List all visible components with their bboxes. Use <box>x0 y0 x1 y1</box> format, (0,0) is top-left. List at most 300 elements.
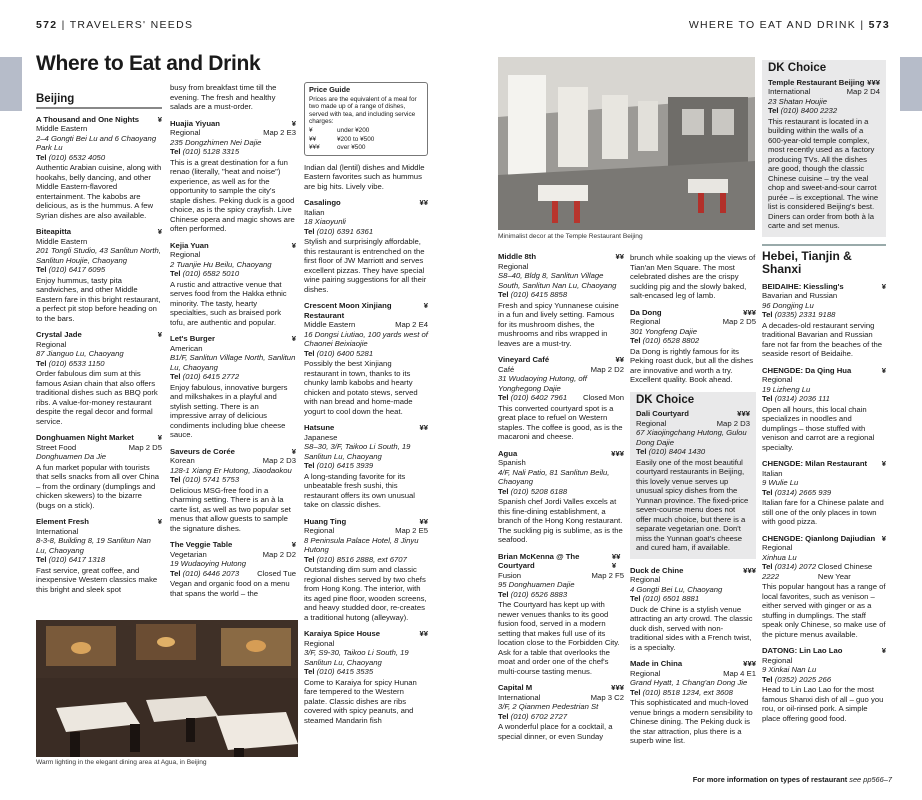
entry-price: ¥ <box>881 533 886 543</box>
entry-tel: (010) 6702 2727 <box>510 711 568 721</box>
entry-price: ¥ <box>157 433 162 442</box>
entry-cuisine: Japanese <box>304 432 338 442</box>
entry-name: CHENGDE: Qianlong Dajiudian <box>762 533 876 543</box>
temple-restaurant-photo <box>498 57 755 230</box>
entry-title-row <box>762 366 886 376</box>
dk-choice-heading: DK Choice <box>768 62 827 74</box>
entry-name: Element Fresh <box>36 517 89 526</box>
entry-price: ¥¥¥ <box>611 448 624 458</box>
entry-description: This restaurant is located in a building within the walls of a 600-year-old temple complex, most recently used as a factory producing TVs. All the dishes are good, though the classic Chinese cuisine – try the veal chop and sweet-and-sour carrot purée – is exceptional. The wine list is considered Beijing's best. Diners can order from both à la carte and set menus. <box>768 116 879 230</box>
entry-address: 9 Xinkai Nan Lu <box>762 665 817 674</box>
entry-cuisine-row <box>36 340 162 350</box>
restaurant-entry <box>762 534 886 640</box>
entry-price: ¥¥¥ <box>743 307 756 317</box>
entry-cuisine: Fusion <box>498 570 522 580</box>
price-guide-row <box>309 136 423 144</box>
entry-tel: (010) 8404 1430 <box>648 447 706 456</box>
entry-name: Dali Courtyard <box>636 409 689 418</box>
entry-description: Outstanding dim sum and classic regional dishes served by two chefs from Hong Kong. The interior, with its aged pine floor, wooden screens, and heavy studded door, re-creates a traditional hutong (alleyway). <box>304 565 427 622</box>
entry-title-row <box>762 646 886 656</box>
entry-title-row <box>762 282 886 292</box>
entry-description: Fast service, great coffee, and inexpensive Western classics make this bright and sleek spot <box>36 565 158 594</box>
header-separator: | <box>860 19 865 31</box>
entry-address: 67 Xiaojingchang Hutong, Gulou Dong Dajie <box>636 428 747 447</box>
restaurant-entry <box>170 241 296 328</box>
entry-map-ref: Map 2 D3 <box>262 456 296 465</box>
entry-title-row <box>170 119 296 129</box>
column-5 <box>630 252 756 753</box>
entry-tel-row: Tel (010) 6501 8881 <box>630 594 700 603</box>
entry-price: ¥ <box>291 118 296 128</box>
dk-choice-box-dali: DK Choice Dali Courtyard ¥¥¥ Regional Map 2 D3 67 Xiaojingchang Hutong, Gulou Dong Dajie Tel (010) 8404 1430 Easily one of the most beautiful courtyard restaurants in Beijing, this lovely venue serves up unusual spicy dishes from the Yunnan province. The fixed-price seven-course menu does not offer much choice, but there is a separate vegetarian one. Don't miss the Yunnan goat's cheese and cured ham, if available. <box>630 392 756 559</box>
entry-price: ¥ <box>157 517 162 526</box>
entry-cuisine-row <box>36 237 162 247</box>
entry-cuisine: Bavarian and Russian <box>762 291 838 300</box>
restaurant-entry <box>630 659 756 746</box>
entry-description: This converted courtyard spot is a great place to refuel on Western staples. The coffee is good, as is the macaroni and cheese. <box>498 403 623 441</box>
entry-address: 3/F, 2 Qianmen Pedestrian St <box>498 702 599 711</box>
entry-name: Vineyard Café <box>498 355 550 364</box>
right-page-tab <box>900 57 922 111</box>
entry-description: Stylish and surprisingly affordable, this restaurant is entrenched on the first floor of JW Marriott and serves excellent pizzas. They have special wine pairing suggestions for all their dishes. <box>304 237 427 294</box>
entry-address: Donghuamen Da Jie <box>36 452 107 461</box>
entry-description: Possibly the best Xinjiang restaurant in town, thanks to its chunky lamb kabobs and hearty chicken and potato stews, served with nan bread and home-made yogurt to cool down the heat. <box>304 359 418 416</box>
entry-cuisine-row <box>36 527 162 537</box>
entry-cuisine-row <box>630 575 756 585</box>
page-title: Where to Eat and Drink <box>36 52 261 75</box>
entry-tel: (0314) 2036 111 <box>774 394 830 403</box>
entry-address: 9 Wulie Lu <box>762 478 799 487</box>
entry-tel-row: Tel (010) 6526 8883 <box>498 589 568 599</box>
entry-title-row <box>304 517 428 527</box>
restaurant-entry <box>304 163 428 192</box>
entry-tel-row: Tel (010) 6415 3939 <box>304 461 374 471</box>
dining-room-illustration <box>36 620 298 757</box>
photo-caption-temple: Minimalist decor at the Temple Restaurant Beijing <box>498 233 643 240</box>
entry-name: The Veggie Table <box>170 540 233 549</box>
entry-name: CHENGDE: Milan Restaurant <box>762 459 868 468</box>
entry-price: ¥ <box>881 646 886 655</box>
entry-address: S8–40, Bldg 8, Sanlitun Village South, Sanlitun Nan Lu, Chaoyang <box>498 271 617 290</box>
entry-price: ¥¥¥ <box>611 683 624 692</box>
price-symbol: ¥ <box>309 126 313 134</box>
entry-name: Crystal Jade <box>36 330 82 339</box>
restaurant-entry <box>170 334 296 440</box>
entry-tel: (0314) 2072 2222 <box>762 562 817 581</box>
entry-title-row <box>762 459 886 469</box>
entry-price: ¥ <box>881 281 886 291</box>
entry-tel: (010) 6415 2772 <box>182 372 240 381</box>
restaurant-entry <box>304 517 428 623</box>
entry-description: A fun market popular with tourists that sells snacks from all over China – from the ordinary (dumplings and chicken skewers) to the bizarre (bugs on a stick). <box>36 462 160 510</box>
entry-description: A long-standing favorite for its unbeatable fresh sushi, this restaurant offers its own unusual take on classic dishes. <box>304 471 415 510</box>
entry-cuisine-row <box>762 543 886 553</box>
entry-description: Enjoy fabulous, innovative burgers and milkshakes in a playful and stylish setting. There is an impressive array of delicious condiments including blue cheese sauce. <box>170 382 288 439</box>
entry-description: Fresh and spicy Yunnanese cuisine in a fun and lively setting. Famous for its mushroom dishes, the mushrooms and ribs wrapped in leaves are a must-try. <box>498 300 619 348</box>
entry-cuisine: Regional <box>630 668 661 678</box>
entry-price: ¥¥¥ <box>611 551 621 570</box>
entry-cuisine: Italian <box>304 207 325 217</box>
restaurant-entry <box>36 115 162 221</box>
entry-cuisine: Regional <box>304 526 335 536</box>
entry-cuisine-row <box>498 571 624 581</box>
entry-address: 95 Donghuamen Dajie <box>498 580 575 589</box>
entry-title-row <box>304 198 428 208</box>
price-range: ¥200 to ¥500 <box>337 135 375 143</box>
entry-address: 8 Peninsula Palace Hotel, 8 Jinyu Hutong <box>304 535 419 555</box>
entry-description: Authentic Arabian cuisine, along with hookahs, belly dancing, and other Middle Eastern-flavored entertainment. The kabobs are delicious, as is the hummus. A few Syrian dishes are also available. <box>36 163 162 220</box>
entry-cuisine-row <box>762 291 886 301</box>
entry-title-row <box>170 241 296 251</box>
entry-title-row <box>498 355 624 365</box>
entry-address: 3/F, S9-30, Taikoo Li South, 19 Sanlitun Lu, Chaoyang <box>304 648 409 667</box>
entry-name: Brian McKenna @ The Courtyard <box>498 551 580 570</box>
entry-tel: (010) 5208 6188 <box>510 486 568 496</box>
entry-cuisine: International <box>498 692 541 702</box>
entry-title-row <box>170 447 296 457</box>
entry-cuisine-row <box>304 526 428 536</box>
entry-address: S8–30, 3/F, Taikoo Li South, 19 Sanlitun Lu, Chaoyang <box>304 442 411 461</box>
entry-tel-row: Tel (010) 6391 6361 <box>304 226 374 236</box>
entry-price: ¥ <box>157 330 162 339</box>
entry-cuisine-row <box>170 456 296 466</box>
entry-name: Casalingo <box>304 198 341 208</box>
entry-tel: (010) 5128 3315 <box>182 147 240 156</box>
entry-tel-row: Tel (0335) 2331 9188 <box>762 310 836 319</box>
entry-tel-row: Tel (010) 6417 6095 <box>36 265 106 274</box>
column-4 <box>498 252 624 748</box>
entry-name: CHENGDE: Da Qing Hua <box>762 365 852 375</box>
entry-address: 96 Dongjing Lu <box>762 300 814 310</box>
entry-cuisine-row <box>36 124 162 134</box>
entry-tel-row: Tel (010) 6532 4050 <box>36 152 106 162</box>
entry-address: 18 Xiaoyunli <box>304 217 346 227</box>
entry-cuisine: Regional <box>170 250 201 259</box>
entry-name: Huajia Yiyuan <box>170 118 220 128</box>
price-guide-title: Price Guide <box>309 85 351 94</box>
entry-description: Enjoy hummus, tasty pita sandwiches, and other Middle Eastern fare in this bright restaurant, a perfect pit stop before heading on to the bars. <box>36 275 161 323</box>
entry-tel: (010) 6528 8802 <box>642 336 700 345</box>
entry-name: Kejia Yuan <box>170 240 209 250</box>
restaurant-entry <box>304 629 428 725</box>
entry-name: Biteapitta <box>36 227 72 236</box>
entry-address: 19 Lizheng Lu <box>762 384 811 394</box>
entry-cuisine: Regional <box>636 418 667 428</box>
entry-tel: (010) 6582 5010 <box>182 269 240 278</box>
entry-tel-row: Tel (010) 6528 8802 <box>630 336 700 345</box>
price-symbol: ¥¥ <box>309 135 317 143</box>
entry-cuisine: American <box>170 343 203 353</box>
entry-cuisine: Regional <box>498 261 529 271</box>
entry-cuisine-row <box>170 250 296 260</box>
entry-title-row <box>498 252 624 262</box>
entry-tel-row: Tel (0352) 2025 266 <box>762 674 832 684</box>
entry-description: A rustic and attractive venue that serves food from the Hakka ethnic minority. The tasty, hearty specialties, such as braised pork tofu, are authentic and popular. <box>170 279 287 327</box>
restaurant-entry <box>304 198 428 294</box>
entry-tel: (010) 6446 2073 <box>182 568 240 578</box>
entry-description: A decades-old restaurant serving traditional Bavarian and Russian fare not far from the beaches of the seaside resort of Beidaihe. <box>762 320 883 358</box>
entry-closed: Closed Tue <box>257 568 296 578</box>
entry-tel-row: Tel (010) 6417 1318 <box>36 555 106 564</box>
entry-cuisine: Café <box>498 364 515 374</box>
entry-name: Temple Restaurant Beijing <box>768 77 865 87</box>
restaurant-entry <box>498 252 624 348</box>
entry-title-row <box>170 540 296 550</box>
entry-cuisine: Regional <box>304 638 335 648</box>
footer-note <box>693 775 892 784</box>
column-2 <box>170 82 296 605</box>
entry-cuisine: Regional <box>762 655 793 665</box>
entry-description: brunch while soaking up the views of Tian'an Men Square. The most celebrated dishes are the crispy suckling pig and the slowly baked, salt-encased leg of lamb. <box>630 253 756 300</box>
entry-tel-row: Tel (010) 5128 3315 <box>170 147 240 156</box>
entry-title-row <box>498 449 624 459</box>
entry-cuisine-row <box>170 128 296 138</box>
restaurant-entry <box>170 83 296 112</box>
entry-price: ¥¥ <box>419 629 428 639</box>
entry-title-row <box>36 227 162 237</box>
entry-name: DATONG: Lin Lao Lao <box>762 646 843 655</box>
entry-cuisine: Regional <box>630 575 661 584</box>
entry-cuisine: International <box>768 87 811 96</box>
entry-cuisine: Regional <box>762 543 793 552</box>
entry-address: 2–4 Gongti Bei Lu and 6 Chaoyang Park Lu <box>36 133 157 152</box>
entry-cuisine: Regional <box>762 375 793 384</box>
entry-cuisine-row <box>762 375 886 385</box>
entry-price: ¥¥ <box>419 516 428 526</box>
entry-tel-row: Tel (010) 6446 2073 Closed Tue <box>170 568 296 578</box>
entry-price: ¥ <box>881 459 886 468</box>
section-heading-beijing: Beijing <box>36 95 162 109</box>
entry-description: Indian dal (lentil) dishes and Middle Eastern favorites such as hummus are big hits. Lively vibe. <box>304 162 425 191</box>
entry-cuisine-row <box>498 365 624 375</box>
entry-price: ¥¥ <box>615 355 624 364</box>
entry-price: ¥ <box>291 334 296 343</box>
entry-description: A wonderful place for a cocktail, a special dinner, or even Sunday <box>498 722 613 741</box>
entry-tel: (010) 6526 8883 <box>510 589 568 599</box>
entry-title-row <box>36 433 162 443</box>
entry-map-ref: Map 2 D3 <box>716 418 750 428</box>
right-header-title: WHERE TO EAT AND DRINK <box>688 19 857 31</box>
restaurant-entry <box>762 646 886 723</box>
entry-tel: (010) 8400 2232 <box>780 106 838 115</box>
entry-price: ¥¥¥ <box>743 659 756 668</box>
entry-name: Let's Burger <box>170 334 215 343</box>
entry-cuisine-row <box>498 458 624 468</box>
entry-tel-row: Tel (010) 8516 2888, ext 6707 <box>304 554 407 564</box>
footer-page-reference: see pp566–7 <box>849 775 892 784</box>
entry-map-ref: Map 2 E5 <box>395 526 428 536</box>
photo-caption-agua: Warm lighting in the elegant dining area at Agua, in Beijing <box>36 759 207 766</box>
entry-cuisine: Middle Eastern <box>304 320 356 330</box>
price-guide-box <box>304 82 428 156</box>
entry-tel-row: Tel (0314) 2072 2222 Closed Chinese New Year <box>762 562 886 581</box>
entry-cuisine-row <box>498 693 624 703</box>
restaurant-entry <box>170 540 296 598</box>
entry-cuisine-row <box>170 344 296 354</box>
entry-description: Head to Lin Lao Lao for the most famous Shanxi dish of all – guo you rou, or oil-rinsed pork. A simple place offering good food. <box>762 685 884 723</box>
entry-address: 235 Dongzhimen Nei Dajie <box>170 137 262 147</box>
entry-address: 201 Tongli Studio, 43 Sanlitun North, Sanlitun Houjie, Chaoyang <box>36 246 161 265</box>
entry-tel-row: Tel (010) 6582 5010 <box>170 269 240 278</box>
entry-cuisine: International <box>36 526 79 536</box>
entry-tel: (010) 5741 5753 <box>182 475 240 484</box>
entry-tel-row: Tel (010) 8518 1234, ext 3608 <box>630 687 733 697</box>
restaurant-entry <box>762 459 886 527</box>
entry-cuisine-row <box>762 469 886 479</box>
entry-description: Delicious MSG-free food in a charming setting. There is an à la carte list, as well as two popular set menus that allow guests to sample the signature dishes. <box>170 485 291 533</box>
entry-title-row <box>36 330 162 340</box>
entry-description: Spanish chef Jordi Valles excels at this fine-dining establishment, a branch of the Hong Kong restaurant. The suckling pig is sublime, as is the seafood. <box>498 497 623 544</box>
price-guide-row <box>309 127 423 135</box>
entry-cuisine: Street Food <box>36 442 77 452</box>
entry-map-ref: Map 2 D4 <box>846 87 880 96</box>
restaurant-entry <box>304 301 428 416</box>
entry-title-row <box>304 629 428 639</box>
entry-cuisine: Regional <box>170 128 201 137</box>
temple-interior-illustration <box>498 57 755 230</box>
entry-map-ref: Map 2 F5 <box>591 570 624 580</box>
entry-map-ref: Map 2 E4 <box>395 320 428 330</box>
entry-name: Duck de Chine <box>630 565 684 575</box>
entry-cuisine-row <box>762 656 886 666</box>
entry-name: Agua <box>498 448 518 458</box>
entry-description: Da Dong is rightly famous for its Peking roast duck, but all the dishes are innovative and worth a try. Excellent quality. Book ahead. <box>630 346 754 384</box>
entry-title-row <box>762 534 886 544</box>
entry-description: Easily one of the most beautiful courtyard restaurants in Beijing, this lovely venue serves up unusual spicy dishes from the Yunnan province. The fixed-price seven-course menu does not offer much choice, but there is a separate vegetarian one. Don't miss the Yunnan goat's cheese and cured ham, if available. <box>636 457 749 552</box>
entry-title-row <box>36 115 162 125</box>
entry-description: The Courtyard has kept up with newer venues thanks to its good fusion food, served in a modern setting that makes full use of its location close to the Forbidden City. Ask for a table that overlooks the moat and order one of the chef's multi-course tasting menus. <box>498 600 620 676</box>
entry-cuisine: Italian <box>762 468 783 478</box>
entry-description: This is a great destination for a fun renao (literally, "heat and noise") experience, as well as for the opportunity to sample the city's staple dishes. Peking duck is a good choice, as is the spicy crayfish. Live Chinese opera and magic shows are often performed. <box>170 157 295 233</box>
entry-address: 19 Wudaoying Hutong <box>170 559 247 568</box>
entry-title-row <box>630 659 756 669</box>
entry-name: BEIDAIHE: Kiessling's <box>762 281 844 291</box>
column-1 <box>36 93 162 601</box>
restaurant-entry <box>498 355 624 442</box>
entry-title-row <box>630 566 756 576</box>
entry-title-row <box>170 334 296 344</box>
entry-address: 4/F, Nali Patio, 81 Sanlitun Beilu, Chaoyang <box>498 467 610 486</box>
restaurant-entry <box>498 552 624 677</box>
dk-choice-heading: DK Choice <box>636 393 695 406</box>
entry-title-row <box>498 552 624 571</box>
column-6 <box>762 60 886 730</box>
entry-tel: (010) 6532 4050 <box>48 152 106 162</box>
entry-cuisine-row <box>304 208 428 218</box>
restaurant-entry <box>36 433 162 510</box>
entry-tel: (010) 8518 1234, ext 3608 <box>642 687 733 697</box>
entry-cuisine: Spanish <box>498 458 526 467</box>
entry-tel: (010) 8516 2888, ext 6707 <box>316 554 407 564</box>
entry-tel-row: Tel (010) 6415 8858 <box>498 290 568 299</box>
entry-address: 16 Dongsi Liutiao, 100 yards west of Chaonei Beixiaojie <box>304 329 428 349</box>
entry-price: ¥ <box>291 240 296 250</box>
entry-name: Crescent Moon Xinjiang Restaurant <box>304 301 392 320</box>
restaurant-entry <box>630 566 756 653</box>
entry-tel: (010) 6402 7961 <box>510 393 568 402</box>
entry-cuisine-row <box>498 262 624 272</box>
price-guide-rows <box>309 127 423 152</box>
entry-address: 301 Yongfeng Dajie <box>630 326 697 336</box>
entry-price: ¥ <box>157 114 162 124</box>
entry-map-ref: Map 2 D2 <box>590 364 624 374</box>
entry-tel-row: Tel (010) 6533 1150 <box>36 358 105 368</box>
left-page-number: 572 <box>36 19 58 31</box>
entry-description: busy from breakfast time till the evening. The fresh and healthy salads are a must-order. <box>170 83 277 111</box>
entry-name: Hatsune <box>304 423 335 433</box>
restaurant-entry <box>630 308 756 385</box>
entry-tel: (010) 6415 8858 <box>510 290 568 299</box>
entry-tel-row: Tel (010) 5741 5753 <box>170 475 240 484</box>
entry-map-ref: Map 4 E1 <box>723 668 756 678</box>
entry-price: ¥ <box>423 301 428 311</box>
entry-cuisine-row <box>630 317 756 327</box>
header-separator: | <box>61 19 66 31</box>
entry-tel-row: Tel (010) 5208 6188 <box>498 486 568 496</box>
entry-tel: (010) 6400 5281 <box>316 348 374 358</box>
entry-map-ref: Map 2 D2 <box>262 549 296 559</box>
price-symbol: ¥¥¥ <box>309 144 320 152</box>
restaurant-entry <box>36 517 162 594</box>
entry-cuisine-row <box>630 669 756 679</box>
entry-price: ¥¥ <box>419 198 428 208</box>
entry-title-row <box>36 517 162 527</box>
entry-title-row <box>630 308 756 318</box>
price-range: under ¥200 <box>337 126 370 134</box>
entry-cuisine: Regional <box>36 339 67 349</box>
entry-cuisine: Middle Eastern <box>36 124 88 133</box>
entry-address: B1/F, Sanlitun Village North, Sanlitun Lu, Chaoyang <box>170 353 296 372</box>
entry-tel-row: Tel (0314) 2665 939 <box>762 487 832 497</box>
entry-name: Karaiya Spice House <box>304 629 381 639</box>
entry-tel: (010) 6501 8881 <box>642 594 700 603</box>
entry-cuisine-row <box>304 433 428 443</box>
entry-description: Order fabulous dim sum at this famous Asian chain that also offers traditional dishes such as BBQ pork ribs. A value-for-money restaurant despite the regal decor and formal service. <box>36 369 158 426</box>
price-guide-row <box>309 144 423 152</box>
entry-description: Italian fare for a Chinese palate and still one of the only places in town with good pizza. <box>762 498 884 526</box>
entry-tel-row: Tel (010) 6702 2727 <box>498 711 568 721</box>
entry-name: Donghuamen Night Market <box>36 433 134 442</box>
entry-tel-row: Tel (010) 6415 3535 <box>304 667 374 677</box>
entry-price: ¥ <box>291 446 296 456</box>
entry-tel: (010) 6391 6361 <box>316 226 374 236</box>
restaurant-entry <box>36 330 162 426</box>
entry-description: Open all hours, this local chain specializes in noodles and dumplings – those stuffed with venison and carrot are a regional specialty. <box>762 404 875 452</box>
price-range: over ¥500 <box>337 144 366 152</box>
price-guide-description: Prices are the equivalent of a meal for two made up of a range of dishes, served with tea, and including service charges: <box>309 95 417 126</box>
entry-cuisine: Regional <box>630 317 661 326</box>
entry-cuisine-row <box>36 443 162 453</box>
column-3 <box>304 82 428 732</box>
restaurant-entry <box>170 119 296 234</box>
entry-title-row <box>304 301 428 320</box>
entry-cuisine: Korean <box>170 456 195 465</box>
entry-price: ¥ <box>157 227 162 236</box>
entry-cuisine: Middle Eastern <box>36 236 88 246</box>
entry-tel: (0314) 2665 939 <box>774 487 832 497</box>
entry-address: 31 Wudaoying Hutong, off Yonghegong Dajie <box>498 374 587 393</box>
entry-closed: Closed Mon <box>582 393 624 402</box>
left-header-title: TRAVELERS' NEEDS <box>69 19 194 31</box>
entry-description: This sophisticated and much-loved venue brings a modern sensibility to Chinese dining. The Peking duck is the star attraction, plus there is a superb wine list. <box>630 698 753 745</box>
dk-choice-box-temple: DK Choice Temple Restaurant Beijing ¥¥¥ International Map 2 D4 23 Shatan Houjie Tel (010) 8400 2232 This restaurant is located in a building within the walls of a 600-year-old temple complex, most recently used as a factory producing TVs. All the dishes are good, though the classic Chinese cuisine – try the veal chop and sweet-and-sour carrot purée – is exceptional. The wine list is considered Beijing's best. Diners can order from both à la carte and set menus. <box>762 60 886 237</box>
entry-price: ¥ <box>881 365 886 375</box>
entry-title-row <box>498 683 624 693</box>
entry-cuisine: Vegetarian <box>170 549 207 559</box>
entry-price: ¥¥ <box>615 252 624 261</box>
restaurant-entry <box>498 449 624 545</box>
entry-tel-row: Tel (010) 6402 7961 Closed Mon <box>498 393 624 402</box>
